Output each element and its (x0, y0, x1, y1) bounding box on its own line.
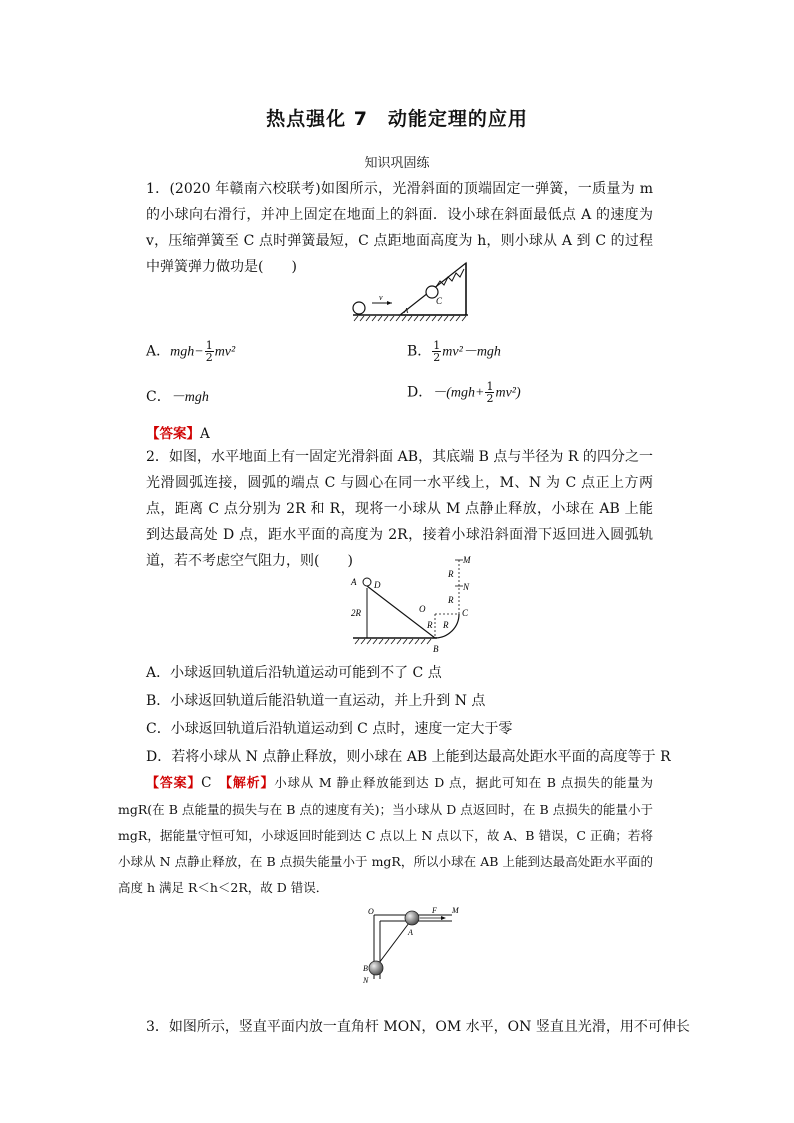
label-a: A (408, 928, 413, 937)
label-a: A (351, 577, 357, 587)
label-r-mn: R (448, 569, 454, 579)
label-m: M (452, 906, 459, 915)
label-f: F (432, 906, 437, 915)
label-r-arc: R (443, 620, 449, 630)
label-c: C (462, 608, 469, 618)
label-r-nc: R (448, 595, 454, 605)
question-3-figure (360, 905, 460, 985)
label-m: M (463, 555, 471, 565)
label-d: D (374, 580, 381, 590)
option-2d: D．若将小球从 N 点静止释放，则小球在 AB 上能到达最高处距水平面的高度等于 R (146, 749, 671, 765)
label-n: N (363, 976, 369, 985)
option-1b: B． $\frac{1}{2}$ mv²－mgh (407, 339, 501, 364)
label-b: B (433, 644, 439, 654)
label-o: O (368, 907, 374, 916)
option-1c: C．－mgh (146, 389, 209, 405)
question-3-text: 3．如图所示，竖直平面内放一直角杆 MON，OM 水平，ON 竖直且光滑，用不可伸长 (146, 1019, 690, 1035)
answer-1: 【答案】A (146, 426, 210, 442)
option-1a: A．mgh− $\frac{1}{2}$ mv² (146, 339, 236, 364)
question-2-text: 2．如图，水平地面上有一固定光滑斜面 AB，其底端 B 点与半径为 R 的四分之一光滑圆弧连接，圆弧的端点 C 与圆心在同一水平线上，M、N 为 C 点正上方两点，距离 C 点分别为 2R 和 R，现将一小球从 M 点静止释放，小球在 AB 上能到达最高处 D 点，距水平面的高度为 2R，接着小球沿斜面滑下返回进入圆弧轨道，若不考虑空气阻力，则( ) (146, 449, 653, 569)
label-o: O (419, 604, 426, 614)
velocity-label: v (379, 293, 383, 302)
question-2-figure (345, 550, 485, 662)
label-n: N (463, 582, 470, 592)
analysis-text: 小球从 M 静止释放能到达 D 点，据此可知在 B 点损失的能量为 mgR(在 B 点能量的损失与在 B 点的速度有关)；当小球从 D 点返回时，在 B 点损失的能量小于 mgR，据能量守恒可知，小球返回时能到达 C 点以上 N 点以下，故 A、B 错误，C 正确；若将小球从 N 点静止释放，在 B 点损失能量小于 mgR，所以小球在 AB 上能到达最高处距水平面的高度 h 满足 R＜h＜2R，故 D 错误． (118, 775, 653, 895)
question-1-body: 如图所示，光滑斜面的顶端固定一弹簧，一质量为 m 的小球向右滑行，并冲上固定在地面上的斜面．设小球在斜面最低点 A 的速度为 v，压缩弹簧至 C 点时弹簧最短，C 点距地面高度为 h，则小球从 A 到 C 的过程中弹簧弹力做功是( ) (146, 181, 653, 275)
option-1d: D．－(mgh+ $\frac{1}{2}$ mv²) (407, 380, 521, 405)
option-2a: A．小球返回轨道后沿轨道运动可能到不了 C 点 (146, 665, 442, 681)
option-2c: C．小球返回轨道后沿轨道运动到 C 点时，速度一定大于零 (146, 721, 513, 737)
label-b: B (363, 964, 368, 973)
page-title: 热点强化 7 动能定理的应用 (266, 108, 528, 130)
question-1-source: 1．(2020 年赣南六校联考) (146, 181, 321, 197)
question-1-figure (350, 255, 480, 323)
section-heading: 知识巩固练 (364, 156, 430, 171)
point-a-label: A (404, 307, 409, 315)
option-2b: B．小球返回轨道后能沿轨道一直运动，并上升到 N 点 (146, 693, 486, 709)
label-r-radius: R (427, 620, 433, 630)
answer-2-analysis: 【答案】C 【解析】小球从 M 静止释放能到达 D 点，据此可知在 B 点损失的能量为 mgR(在 B 点能量的损失与在 B 点的速度有关)；当小球从 D 点返回时，在 B 点损失的能量小于 mgR，据能量守恒可知，小球返回时能到达 C 点以上 N 点以下，故 A、B 错误，C 正确；若将小球从 N 点静止释放，在 B 点损失能量小于 mgR，所以小球在 AB 上能到达最高处距水平面的高度 h 满足 R＜h＜2R，故 D 错误． (118, 775, 653, 895)
label-2r: 2R (351, 608, 361, 618)
point-c-label: C (436, 296, 443, 306)
